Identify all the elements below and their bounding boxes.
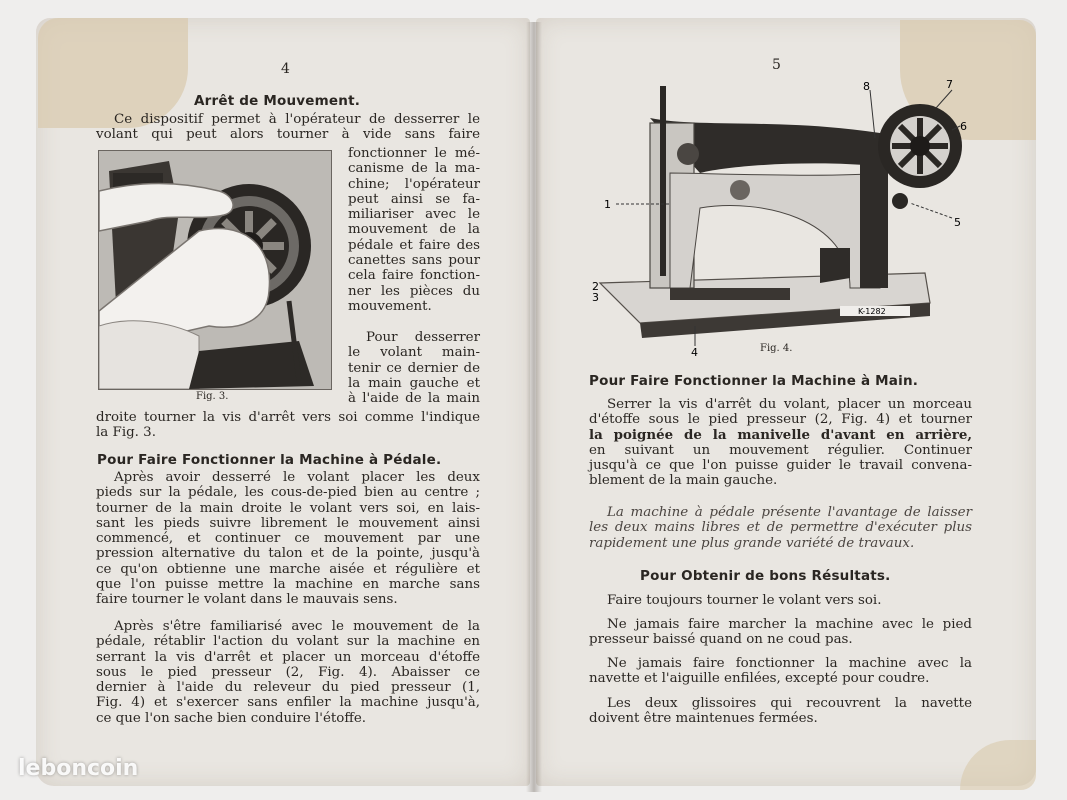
para-desserrer-side: Pour desserrer le volant main- tenir ce dernier de la main gauche et à l'aide de la main: [348, 330, 480, 407]
fig4-label-4: 4: [691, 346, 698, 358]
para-arret: Ce dispositif permet à l'opérateur de desserrer le volant qui peut alors tourner à vide sans faire: [96, 112, 480, 143]
para-familiarise: Après s'être familiarisé avec le mouvement de la pédale, rétablir l'action du volant sur la machine en serrant la vis d'arrêt et placer un morceau d'étoffe sous le pied presseur (2, Fig. 4). Abaisser ce dernier à l'aide du releveur du pied presseur (1, Fig. 4) et s'exercer sans enfiler la machine jusqu'à, ce que l'on sache bien conduire l'étoffe.: [96, 619, 480, 726]
fig4-label-5: 5: [954, 216, 961, 229]
para-resultats-2: Ne jamais faire marcher la machine avec le pied presseur baissé quand on ne coud pas.: [589, 617, 972, 648]
figure-3-illustration: [98, 150, 332, 390]
figure-3-caption: Fig. 3.: [196, 391, 229, 402]
heading-pedale: Pour Faire Fonctionner la Machine à Pédale.: [97, 452, 442, 468]
fig4-label-3: 3: [592, 291, 599, 304]
para-resultats-3: Ne jamais faire fonctionner la machine avec la navette et l'aiguille enfilées, excepté pour coudre.: [589, 656, 972, 687]
para-main: Serrer la vis d'arrêt du volant, placer un morceau d'étoffe sous le pied presseur (2, Fig. 4) et tourner la poignée de la manivelle d'avant en arrière, en suivant un mouvement régulier. Continuer jusqu'à ce que l'on puisse guider le travail convena- blement de la main gauche.: [589, 397, 972, 489]
fig4-label-1: 1: [604, 198, 611, 211]
para-arret-side: fonctionner le mé- canisme de la ma- chine; l'opérateur peut ainsi se fa- miliariser avec le mouvement de la pédale et faire des canettes sans pour cela faire fonction- ner les pièces du mouvement.: [348, 146, 480, 314]
para-desserrer: droite tourner la vis d'arrêt vers soi comme l'indique la Fig. 3.: [96, 410, 480, 441]
page-number-right: 5: [772, 57, 781, 73]
para-italic-note: La machine à pédale présente l'avantage de laisser les deux mains libres et de permettre d'exécuter plus rapidement une plus grande variété de travaux.: [589, 505, 972, 551]
heading-main: Pour Faire Fonctionner la Machine à Main.: [589, 373, 919, 389]
sewing-machine-head-icon: [580, 78, 980, 358]
figure-4-illustration: [580, 78, 980, 358]
para-resultats-1: Faire toujours tourner le volant vers soi.: [607, 593, 882, 608]
fig4-label-8: 8: [863, 80, 870, 93]
para-resultats-4: Les deux glissoires qui recouvrent la navette doivent être maintenues fermées.: [589, 696, 972, 727]
fig4-label-2: 2: [592, 280, 599, 293]
figure-4-caption: Fig. 4.: [760, 343, 793, 354]
sewing-machine-handwheel-icon: [99, 151, 331, 389]
book-spine: [526, 22, 542, 792]
fig4-plate-number: K-1282: [858, 307, 886, 316]
heading-arret: Arrêt de Mouvement.: [194, 93, 361, 109]
para-pedale: Après avoir desserré le volant placer les deux pieds sur la pédale, les cous-de-pied bien au centre ; tourner de la main droite le volant vers soi, en lais- sant les pieds suivre librement le mouvement ainsi commencé, et continuer ce mouvement par une pression alternative du talon et de la pointe, jusqu'à ce qu'on obtienne une marche aisée et régulière et que l'on puisse mettre la machine en marche sans faire tourner le volant dans le mauvais sens.: [96, 470, 480, 608]
leboncoin-watermark: leboncoin: [18, 756, 139, 781]
heading-resultats: Pour Obtenir de bons Résultats.: [640, 568, 891, 584]
fig4-label-6: 6: [960, 120, 967, 133]
fig4-label-7: 7: [946, 78, 953, 91]
page-number-left: 4: [281, 61, 290, 77]
